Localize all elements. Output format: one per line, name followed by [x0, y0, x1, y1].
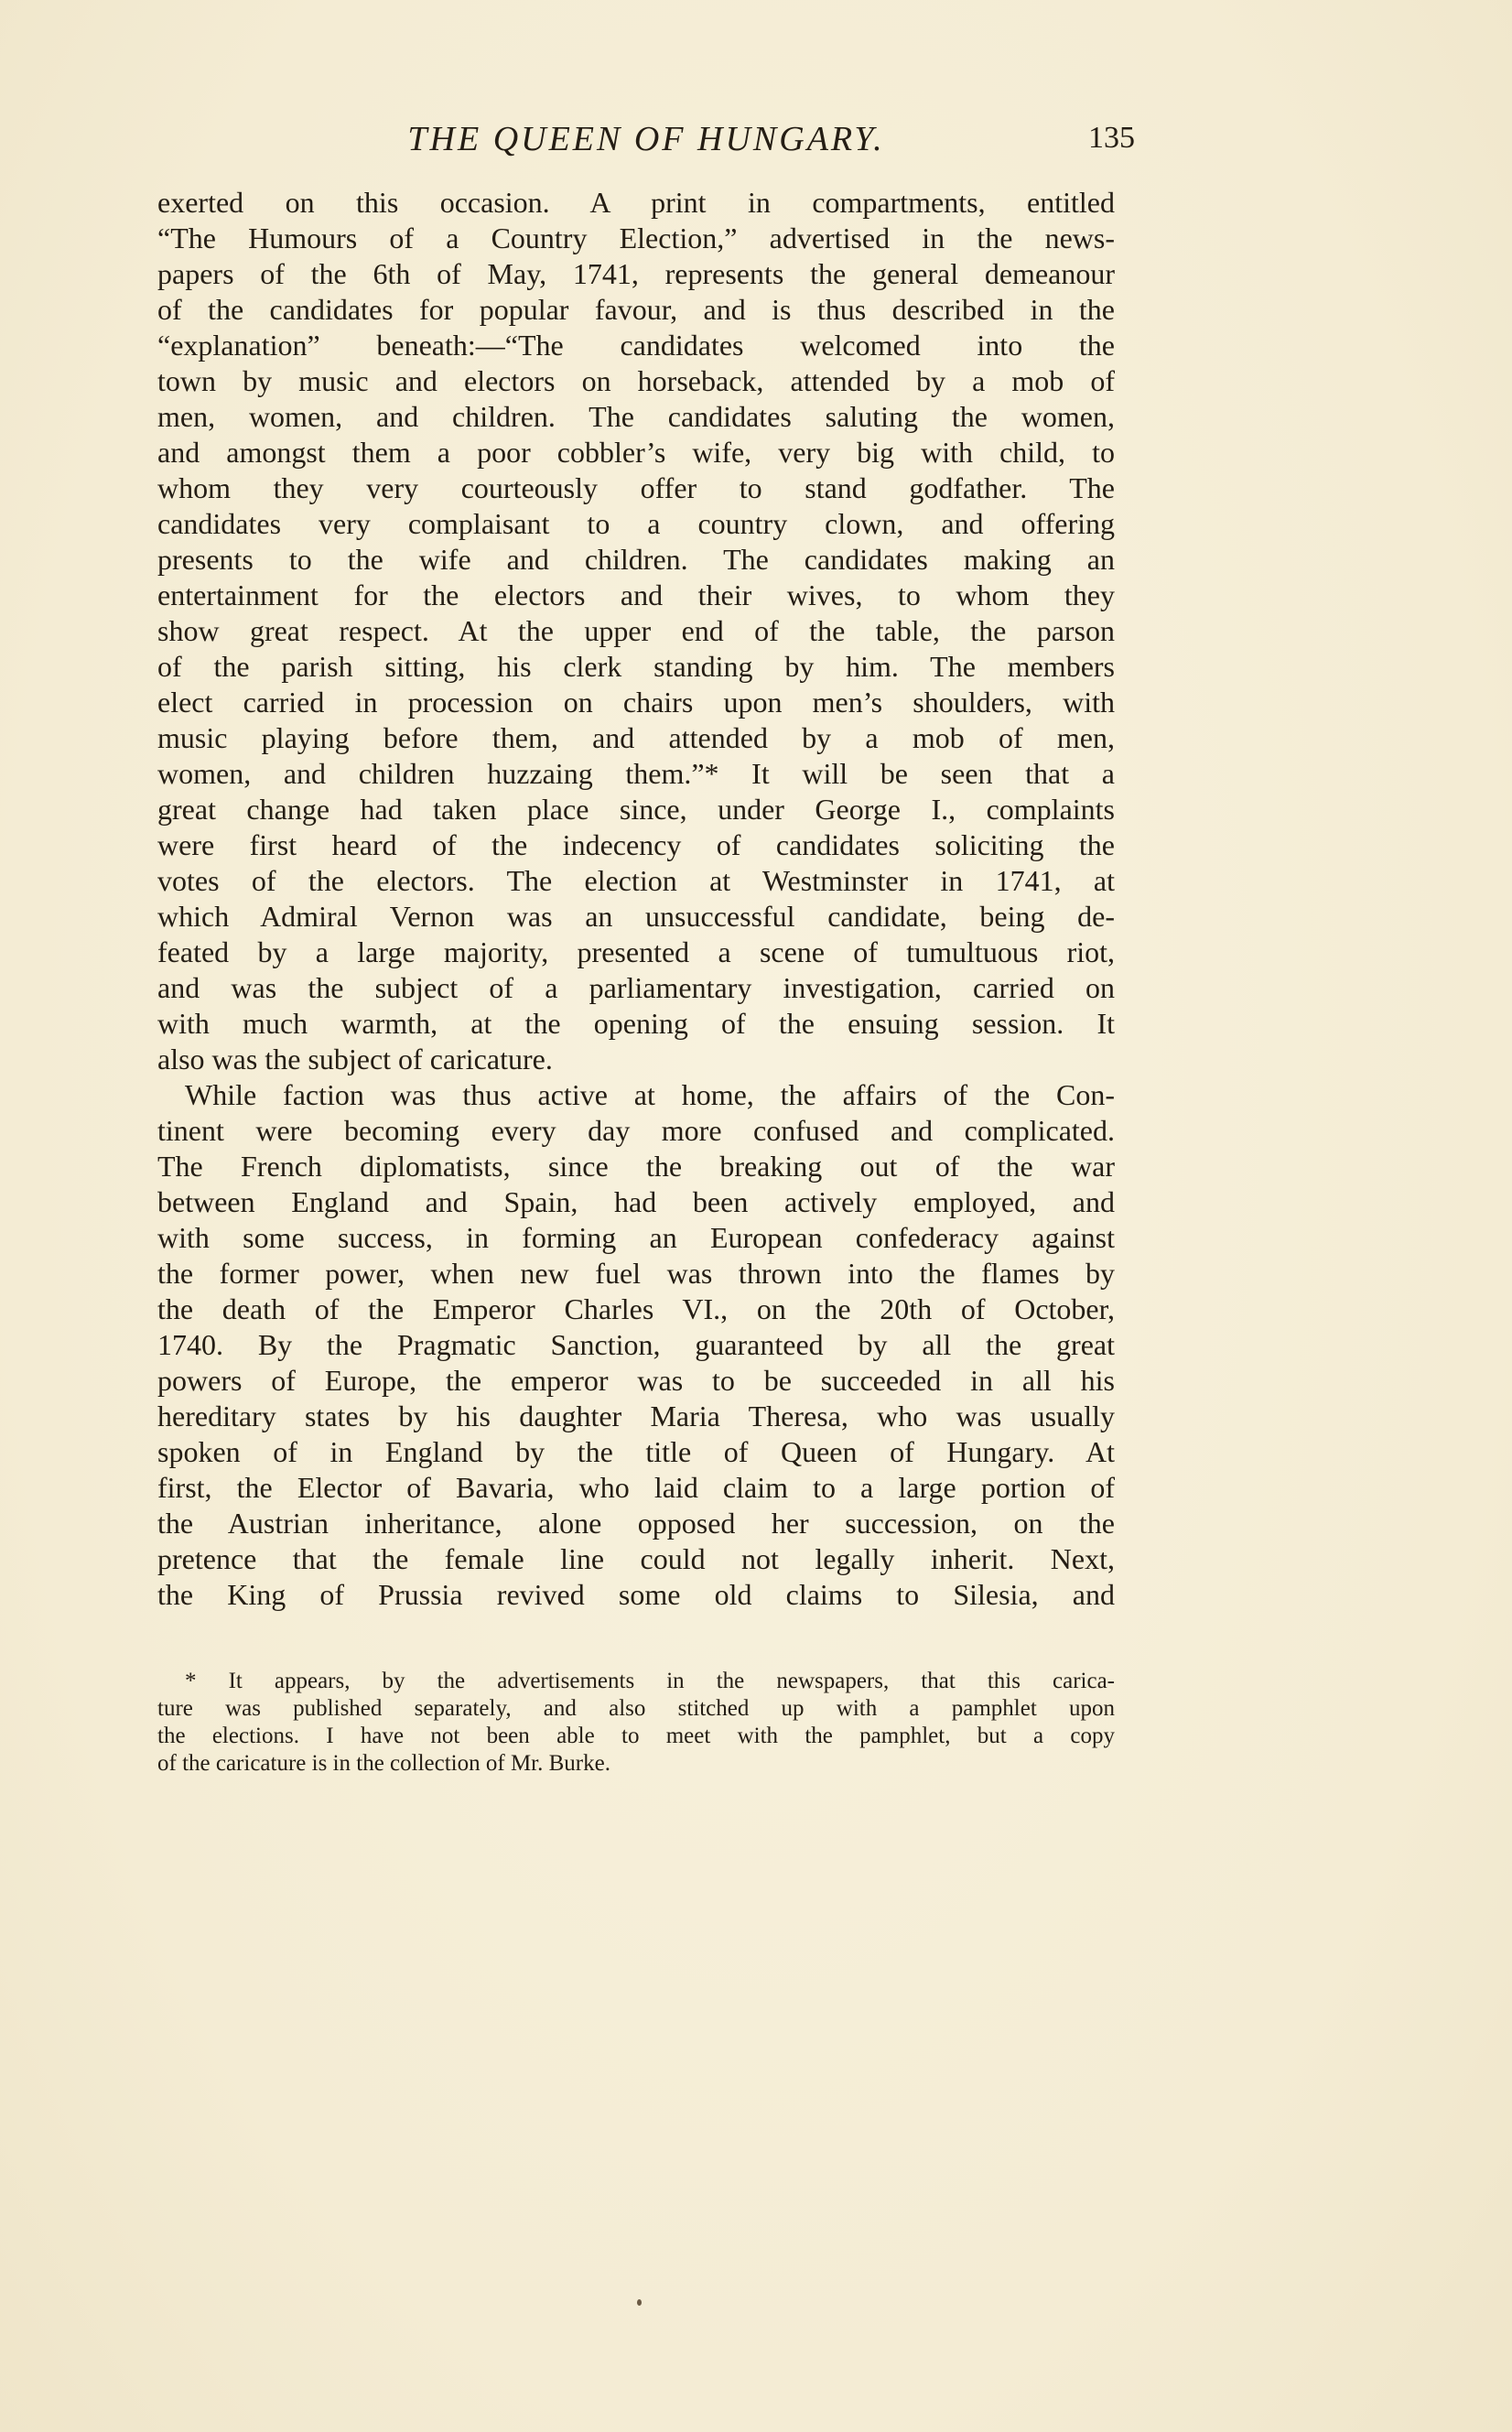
text-line: tinent were becoming every day more confused and complicated. — [157, 1114, 1115, 1147]
text-line: While faction was thus active at home, the affairs of the Con- — [185, 1078, 1115, 1111]
text-line: 1740. By the Pragmatic Sanction, guaranteed by all the great — [157, 1328, 1115, 1361]
text-line: were first heard of the indecency of candidates soliciting the — [157, 828, 1115, 861]
footnote-line: ture was published separately, and also stitched up with a pamphlet upon — [157, 1696, 1115, 1721]
text-line: presents to the wife and children. The candidates making an — [157, 543, 1115, 576]
text-line: the Austrian inheritance, alone opposed her succession, on the — [157, 1507, 1115, 1540]
text-line: the King of Prussia revived some old claims to Silesia, and — [157, 1578, 1115, 1611]
text-line: The French diplomatists, since the breaking out of the war — [157, 1150, 1115, 1183]
text-line: entertainment for the electors and their wives, to whom they — [157, 578, 1115, 611]
page-number: 135 — [1088, 121, 1135, 155]
running-title: THE QUEEN OF HUNGARY. — [407, 120, 885, 158]
footnote-line: * It appears, by the advertisements in the newspapers, that this carica- — [185, 1669, 1115, 1693]
text-line: of the parish sitting, his clerk standing by him. The members — [157, 650, 1115, 683]
ink-speck — [637, 2299, 642, 2306]
text-line: “explanation” beneath:—“The candidates welcomed into the — [157, 329, 1115, 362]
text-line: powers of Europe, the emperor was to be succeeded in all his — [157, 1364, 1115, 1397]
text-line: exerted on this occasion. A print in compartments, entitled — [157, 186, 1115, 219]
text-line: papers of the 6th of May, 1741, represents the general demeanour — [157, 257, 1115, 290]
text-line: of the candidates for popular favour, and is thus described in the — [157, 293, 1115, 326]
footnote-line: of the caricature is in the collection of Mr. Burke. — [157, 1751, 610, 1776]
text-line: hereditary states by his daughter Maria Theresa, who was usually — [157, 1400, 1115, 1432]
text-line: and was the subject of a parliamentary investigation, carried on — [157, 971, 1115, 1004]
text-line: also was the subject of caricature. — [157, 1043, 553, 1075]
running-head — [157, 119, 1135, 174]
text-line: women, and children huzzaing them.”* It will be seen that a — [157, 757, 1115, 790]
text-line: feated by a large majority, presented a scene of tumultuous riot, — [157, 935, 1115, 968]
text-line: show great respect. At the upper end of the table, the parson — [157, 614, 1115, 647]
text-line: spoken of in England by the title of Queen of Hungary. At — [157, 1435, 1115, 1468]
text-line: men, women, and children. The candidates saluting the women, — [157, 400, 1115, 433]
text-line: and amongst them a poor cobbler’s wife, very big with child, to — [157, 436, 1115, 469]
text-line: with some success, in forming an European confederacy against — [157, 1221, 1115, 1254]
text-line: whom they very courteously offer to stand godfather. The — [157, 471, 1115, 504]
text-line: with much warmth, at the opening of the ensuing session. It — [157, 1007, 1115, 1040]
text-line: the former power, when new fuel was thrown into the flames by — [157, 1257, 1115, 1290]
text-line: first, the Elector of Bavaria, who laid claim to a large portion of — [157, 1471, 1115, 1504]
text-line: which Admiral Vernon was an unsuccessful candidate, being de- — [157, 900, 1115, 933]
text-line: “The Humours of a Country Election,” advertised in the news- — [157, 222, 1115, 254]
footnote — [157, 1668, 1115, 1778]
text-line: between England and Spain, had been actively employed, and — [157, 1185, 1115, 1218]
text-line: the death of the Emperor Charles VI., on the 20th of October, — [157, 1292, 1115, 1325]
text-line: votes of the electors. The election at Westminster in 1741, at — [157, 864, 1115, 897]
text-line: elect carried in procession on chairs upon men’s shoulders, with — [157, 686, 1115, 719]
text-line: town by music and electors on horseback, attended by a mob of — [157, 364, 1115, 397]
text-line: music playing before them, and attended by a mob of men, — [157, 721, 1115, 754]
text-line: candidates very complaisant to a country clown, and offering — [157, 507, 1115, 540]
text-line: great change had taken place since, under George I., complaints — [157, 793, 1115, 826]
footnote-line: the elections. I have not been able to meet with the pamphlet, but a copy — [157, 1724, 1115, 1748]
body-text — [157, 185, 1115, 1613]
text-line: pretence that the female line could not legally inherit. Next, — [157, 1542, 1115, 1575]
